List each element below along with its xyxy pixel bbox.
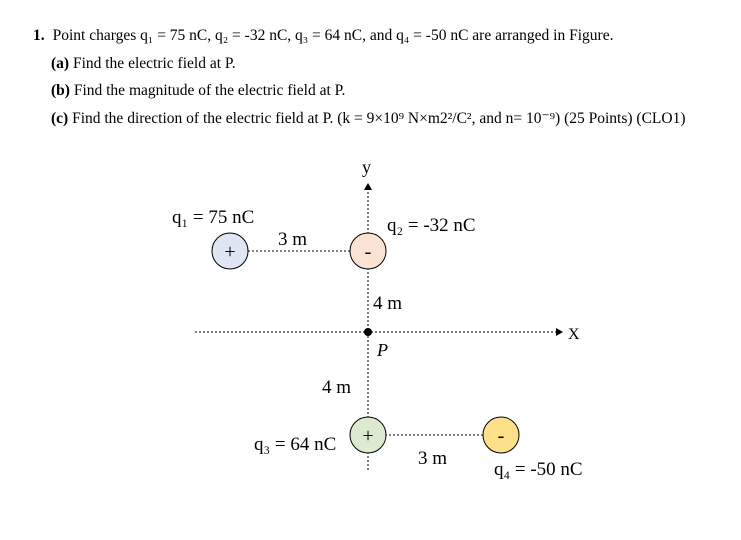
q2-sign: - <box>364 241 372 263</box>
q3-sign: + <box>362 425 374 447</box>
part-c-text: Find the direction of the electric field at P. (k = 9×10⁹ N×m2²/C², and n= 10⁻⁹) (25 Points) (CLO1) <box>72 110 686 127</box>
q1-label: q₁ = 75 nC <box>172 207 255 228</box>
dist-q3-q4-label: 3 m <box>418 448 448 469</box>
q2-label: q₂ = -32 nC <box>387 215 476 236</box>
part-a-text: Find the electric field at P. <box>72 55 236 72</box>
q3-label: q₃ = 64 nC <box>254 434 337 455</box>
part-a-label: (a) <box>51 55 70 72</box>
part-b-label: (b) <box>51 82 70 99</box>
point-p-label: P <box>377 340 388 360</box>
point-p-dot <box>364 328 372 336</box>
part-c-label: (c) <box>51 110 69 127</box>
q4-sign: - <box>497 425 505 447</box>
q4-label: q₄ = -50 nC <box>494 459 583 480</box>
q1-sign: + <box>224 241 236 263</box>
question-number: 1. <box>33 27 45 44</box>
dist-q1-q2-label: 3 m <box>278 229 308 250</box>
dist-p-q3-label: 4 m <box>322 377 352 398</box>
y-axis-label: y <box>362 157 371 177</box>
dist-q2-p-label: 4 m <box>373 293 403 314</box>
part-b-text: Find the magnitude of the electric field at P. <box>73 82 346 99</box>
question-stem-text: Point charges q₁ = 75 nC, q₂ = -32 nC, q₃ = 64 nC, and q₄ = -50 nC are arranged in Figure. <box>52 27 614 44</box>
x-axis-label: X <box>568 326 580 343</box>
